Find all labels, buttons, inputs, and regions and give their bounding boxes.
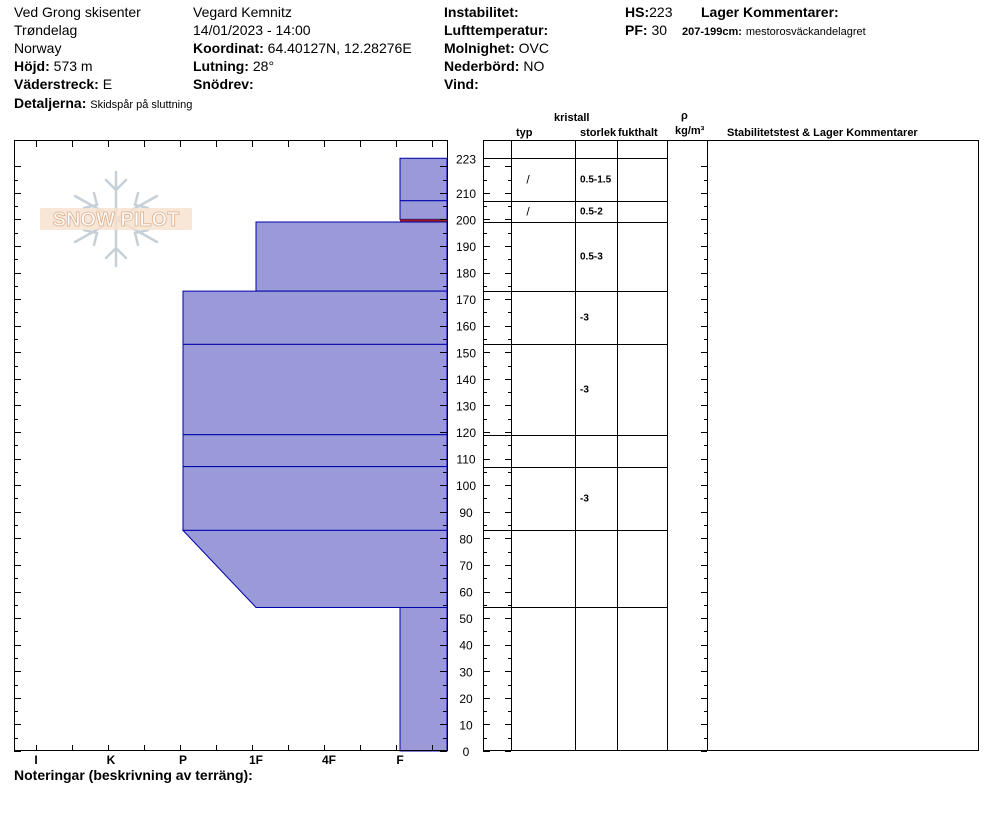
sky-label: Molnighet: [444,40,515,56]
grain-size: 0.5-1.5 [580,174,612,186]
y-tick-label: 100 [455,479,477,494]
pf-label: PF: [625,22,648,38]
x-tick-label: P [178,753,188,767]
country: Norway [14,40,62,56]
snowpilot-logo-text: SNOW PILOT [52,209,180,231]
grain-size: -3 [580,384,589,396]
region: Trøndelag [14,22,78,38]
col-density-symbol: ρ [681,110,688,122]
y-tick-label: 90 [459,505,473,520]
y-tick-label: 130 [455,399,477,414]
layer-0 [400,158,447,201]
y-tick-label: 120 [455,426,477,441]
y-tick-label: 223 [455,152,477,167]
wind-drift-label: Snödrev: [193,76,254,92]
layer-9 [400,607,447,751]
layer-comment-range: 207-199cm: [682,26,742,38]
aspect-label: Väderstreck: [14,76,99,92]
y-tick-label: 170 [455,293,477,308]
notes-label: Noteringar (beskrivning av terräng): [14,767,253,783]
grain-size: -3 [580,493,589,505]
col-stability: Stabilitetstest & Lager Kommentarer [727,127,918,139]
col-crystal: kristall [554,112,590,124]
grain-type-symbol: / [526,204,530,219]
layer-6 [183,435,447,467]
slope-value: 28° [252,58,275,74]
y-tick-label: 40 [459,638,473,653]
wind-label: Vind: [444,76,479,92]
y-tick-label: 160 [455,319,477,334]
y-tick-label: 20 [459,691,473,706]
y-tick-label: 80 [459,532,473,547]
datetime: 14/01/2023 - 14:00 [193,22,311,38]
y-tick-label: 10 [459,718,473,733]
x-tick-label: K [106,753,116,767]
layer-4 [183,291,447,344]
y-tick-label: 140 [455,372,477,387]
instability-label: Instabilitet: [444,4,519,20]
layer-1 [400,201,447,220]
y-tick-label: 110 [456,452,476,467]
observer: Vegard Kemnitz [193,4,292,20]
y-tick-label: 70 [459,558,473,573]
y-tick-label: 190 [455,239,477,254]
y-tick-label: 150 [455,346,477,361]
grain-type-symbol: / [526,172,530,187]
layer-7 [183,467,447,531]
hs-label: HS: [625,4,650,20]
layer-8 [183,530,447,607]
elevation-value: 573 m [53,58,93,74]
y-tick-label: 180 [455,266,477,281]
x-tick-label: F [396,753,404,767]
sky-value: OVC [518,40,549,56]
grain-size: 0.5-2 [580,206,603,218]
coord-value: 64.40127N, 12.28276E [267,40,412,56]
y-tick-label: 50 [459,612,473,627]
y-tick-label: 210 [455,186,477,201]
air-temp-label: Lufttemperatur: [444,22,549,38]
layer-comment-text: mestorosväckandelagret [745,26,866,38]
x-tick-label: 1F [248,753,264,767]
aspect-value: E [102,76,113,92]
grain-size: 0.5-3 [580,251,603,263]
col-moisture: fukthalt [618,127,658,139]
col-density-unit: kg/m³ [675,125,705,137]
y-tick-label: 30 [459,665,473,680]
location: Ved Grong skisenter [14,4,141,20]
grain-size: -3 [580,312,589,324]
layer-comments-label: Lager Kommentarer: [701,4,839,20]
details-value: Skidspår på sluttning [90,99,193,111]
coord-label: Koordinat: [193,40,264,56]
y-tick-label: 60 [459,585,473,600]
hs-value: 223 [649,4,673,20]
y-tick-label: 0 [462,745,470,759]
x-tick-label: I [34,753,38,767]
precip-label: Nederbörd: [444,58,520,74]
col-type: typ [516,127,533,139]
x-tick-label: 4F [321,753,337,767]
slope-label: Lutning: [193,58,249,74]
details-label: Detaljerna: [14,95,87,111]
pf-value: 30 [651,22,668,38]
layer-5 [183,344,447,434]
layer-3 [256,222,447,291]
y-tick-label: 200 [455,213,477,228]
col-size: storlek [580,127,617,139]
elevation-label: Höjd: [14,58,50,74]
precip-value: NO [523,58,545,74]
